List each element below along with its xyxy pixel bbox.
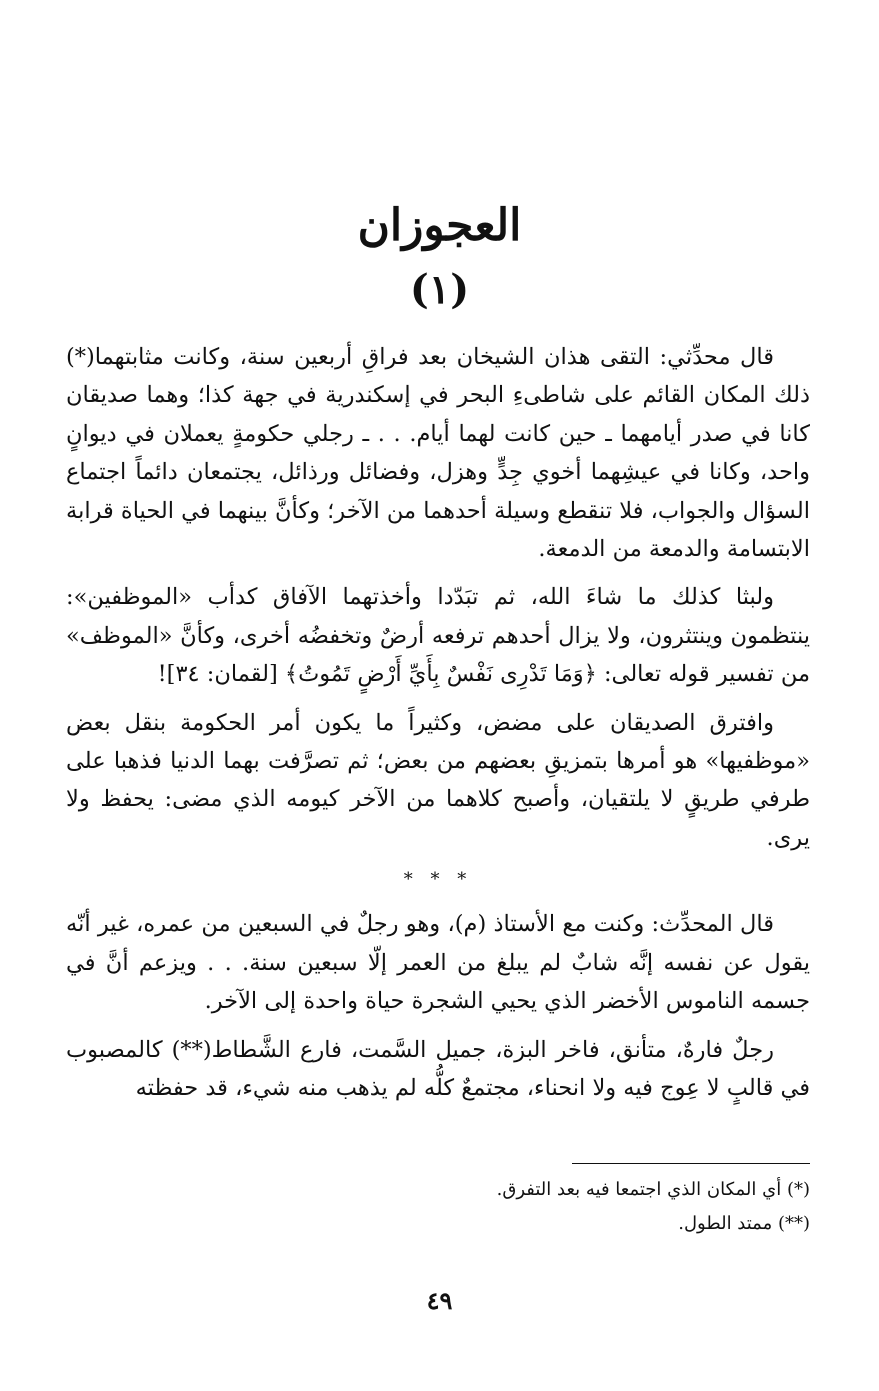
paragraph: رجلٌ فارهٌ، متأنق، فاخر البزة، جميل السَّمت، فارع الشَّطاط(**) كالمصبوب في قالبٍ لا عِوج فيه ولا انحناء، مجتمعٌ كلُّه لم يذهب منه شيء، قد حفظته: [66, 1036, 810, 1101]
footnote-divider: [572, 1163, 810, 1164]
paragraph: وافترق الصديقان على مضض، وكثيراً ما يكون أمر الحكومة بنقل بعض «موظفيها» هو أمرها بتمزيقِ بعضهم من بعض؛ ثم تصرَّفت بهما الدنيا فذهبا على طرفي طريقٍ لا يلتقيان، وأصبح كلاهما من الآخر كيومه الذي مضى: يحفظ ولا يرى.: [66, 709, 810, 851]
paragraph: قال المحدِّث: وكنت مع الأستاذ (م)، وهو رجلٌ في السبعين من عمره، غير أنّه يقول عن نفسه إنَّه شابٌ لم يبلغ من العمر إلّا سبعين سنة. . . ويزعم أنَّ في جسمه الناموس الأخضر الذي يحيي الشجرة حياة واحدة إلى الآخر.: [66, 911, 810, 1015]
paragraph: ولبثا كذلك ما شاءَ الله، ثم تبَدّدا وأخذتهما الآفاق كدأب «الموظفين»: ينتظمون وينتثرون، ولا يزال أحدهم ترفعه أرضٌ وتخفضُه أخرى، وكأنَّ «الموظف» من تفسير قوله تعالى: ﴿وَمَا تَدْرِى نَفْسٌ بِأَيِّ أَرْضٍ تَمُوتُ﴾ [لقمان: ٣٤]!: [66, 584, 810, 688]
footnotes: [66, 1173, 810, 1241]
footnote: (*) أي المكان الذي اجتمعا فيه بعد التفرق.: [496, 1179, 810, 1200]
page-number: ٤٩: [426, 1286, 453, 1315]
paragraph: قال محدِّثي: التقى هذان الشيخان بعد فراقِ أربعين سنة، وكانت مثابتهما(*) ذلك المكان القائم على شاطىءِ البحر في إسكندرية في جهة كذا؛ وهما صديقان كانا في صدر أيامهما ـ حين كانت لهما أيام. . . ـ رجلي حكومةٍ يعملان في ديوانٍ واحد، وكانا في عيشِهما أخوي جِدٍّ وهزل، وفضائل ورذائل، يجتمعان دائماً اجتماع السؤال والجواب، فلا تنقطع وسيلة أحدهما من الآخر؛ وكأنَّ بينهما في الحياة قرابة الابتسامة والدمعة من الدمعة.: [66, 344, 810, 563]
footnote: (**) ممتد الطول.: [678, 1213, 810, 1234]
chapter-number: (١): [409, 266, 470, 313]
chapter-title: العجوزان: [357, 200, 522, 251]
section-separator: * * *: [403, 869, 473, 891]
main-text: [66, 338, 810, 1117]
